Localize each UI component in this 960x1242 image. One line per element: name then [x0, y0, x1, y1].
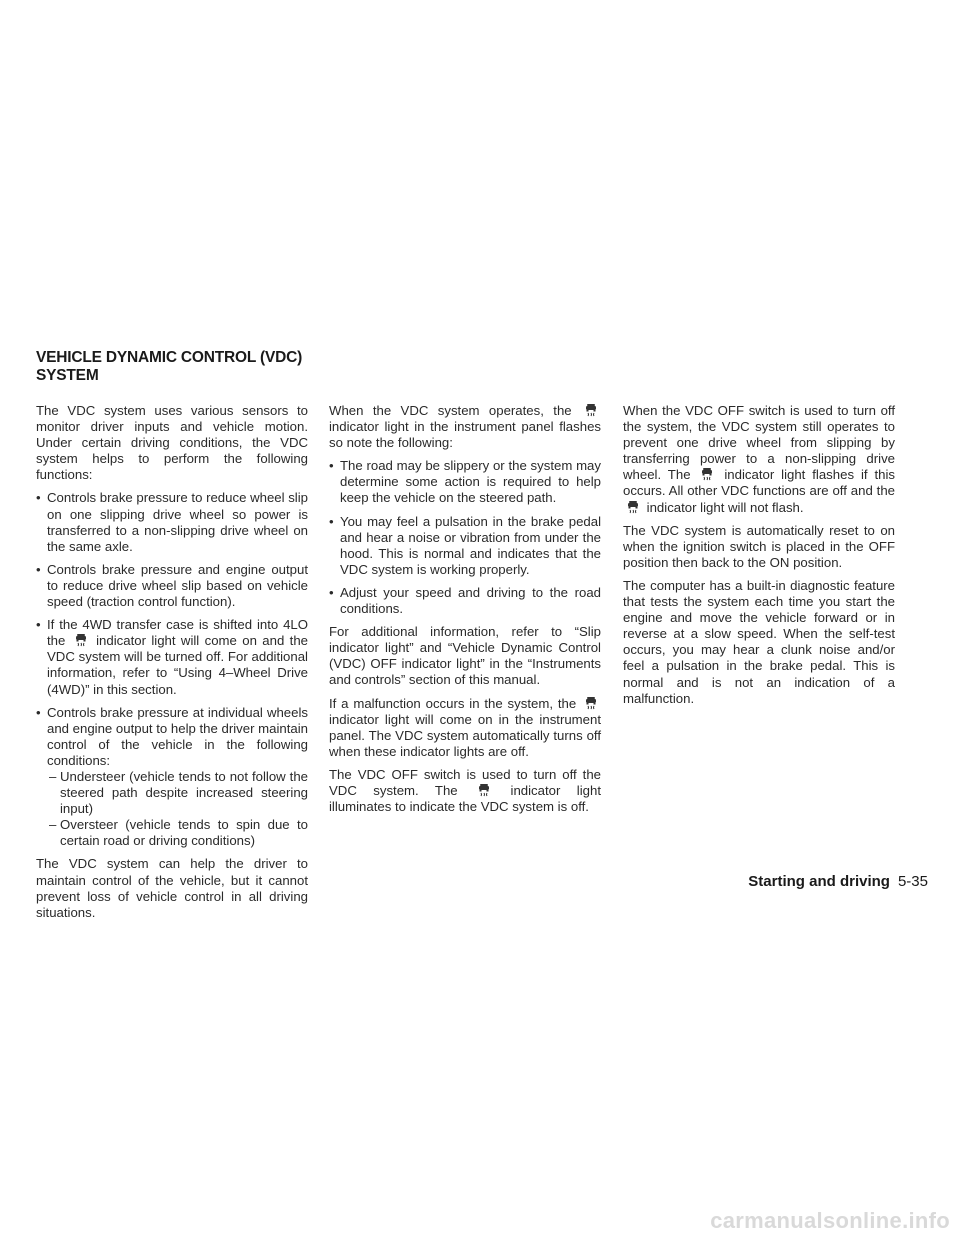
- vdc-off-indicator-icon: [626, 500, 640, 515]
- list-item: [36, 617, 308, 697]
- watermark: carmanualsonline.info: [710, 1208, 950, 1233]
- sub-list-item: – Understeer (vehicle tends to not follow the steered path despite increased steering input): [47, 769, 308, 817]
- column-2: [329, 403, 601, 822]
- column-3: [623, 403, 895, 714]
- list-item: [36, 705, 308, 850]
- list-item-text: Controls brake pressure and engine output to reduce drive wheel slip based on vehicle speed (traction control function).: [47, 561, 308, 610]
- list-item-text: Controls brake pressure to reduce wheel slip on one slipping drive wheel so power is transferred to a non-slipping drive wheel on the same axle.: [47, 490, 308, 554]
- sub-list-item: – Oversteer (vehicle tends to spin due to certain road or driving conditions): [47, 817, 308, 849]
- col2-para-1: For additional information, refer to “Slip indicator light” and “Vehicle Dynamic Control (VDC) OFF indicator light” in the “Instruments and controls” section of this manual.: [329, 624, 601, 688]
- section-heading: [36, 349, 336, 385]
- col2-para-3: [329, 767, 601, 815]
- list-item-text: Controls brake pressure at individual wheels and engine output to help the driver maintain control of the vehicle in the following conditions:: [47, 704, 309, 768]
- paragraph-text: indicator light flashes if this occurs. All other VDC functions are off and the: [623, 467, 895, 499]
- paragraph-text: indicator light will come on in the instrument panel. The VDC system automatically turns off when these indicator lights are off.: [329, 711, 601, 759]
- col2-para-2: [329, 696, 601, 760]
- paragraph-text: When the VDC OFF switch is used to turn off the system, the VDC system still operates to prevent one drive wheel from slipping by transferring power to a non-slipping drive wheel. The: [623, 403, 895, 483]
- paragraph-text: If a malfunction occurs in the system, the: [329, 695, 577, 711]
- heading-line-1: VEHICLE DYNAMIC CONTROL (VDC): [36, 349, 303, 366]
- col1-bullet-list: [36, 490, 308, 849]
- col3-para-2: The VDC system is automatically reset to on when the ignition switch is placed in the OFF position then back to the ON position.: [623, 522, 895, 570]
- vdc-off-indicator-icon: [584, 696, 598, 711]
- col2-bullet-list: [329, 458, 601, 617]
- paragraph-text: indicator light will not flash.: [646, 499, 804, 515]
- page-number: 5-35: [897, 873, 928, 890]
- page-footer: [650, 873, 928, 890]
- col3-para-1: [623, 403, 895, 516]
- heading-line-2: SYSTEM: [36, 367, 99, 384]
- list-item-text: If the 4WD transfer case is shifted into 4LO the: [47, 617, 308, 649]
- vdc-off-indicator-icon: [477, 783, 491, 798]
- col2-intro: [329, 403, 601, 451]
- column-1: [36, 403, 308, 928]
- paragraph-text: The VDC OFF switch is used to turn off the VDC system. The: [329, 766, 601, 798]
- paragraph-text: indicator light in the instrument panel flashes so note the following:: [329, 419, 601, 451]
- col1-dash-list: [47, 769, 308, 849]
- col3-para-3: The computer has a built-in diagnostic feature that tests the system each time you start the engine and move the vehicle forward or in reverse at a slow speed. When the self-test occurs, you may hear a clunk noise and/or feel a pulsation in the brake pedal. This is normal and is not an indication of a malfunction.: [623, 577, 895, 706]
- col1-closing: The VDC system can help the driver to maintain control of the vehicle, but it cannot prevent loss of vehicle control in all driving situations.: [36, 856, 308, 920]
- list-item: • You may feel a pulsation in the brake pedal and hear a noise or vibration from under the hood. This is normal and indicates that the VDC system is working properly.: [329, 514, 601, 578]
- col1-intro: The VDC system uses various sensors to monitor driver inputs and vehicle motion. Under certain driving conditions, the VDC system helps to perform the following functions:: [36, 403, 308, 483]
- list-item: • The road may be slippery or the system may determine some action is required to help keep the vehicle on the steered path.: [329, 458, 601, 506]
- paragraph-text: indicator light illuminates to indicate the VDC system is off.: [329, 782, 601, 815]
- list-item: [36, 490, 308, 554]
- list-item-text: indicator light will come on and the VDC system will be turned off. For additional information, refer to “Using 4–Wheel Drive (4WD)” in this section.: [47, 633, 308, 697]
- vdc-off-indicator-icon: [584, 403, 598, 418]
- vdc-off-indicator-icon: [74, 633, 88, 648]
- paragraph-text: When the VDC system operates, the: [329, 403, 572, 418]
- list-item: • Adjust your speed and driving to the road conditions.: [329, 585, 601, 617]
- list-item: [36, 562, 308, 610]
- section-name: Starting and driving: [748, 873, 890, 890]
- vdc-off-indicator-icon: [700, 467, 714, 482]
